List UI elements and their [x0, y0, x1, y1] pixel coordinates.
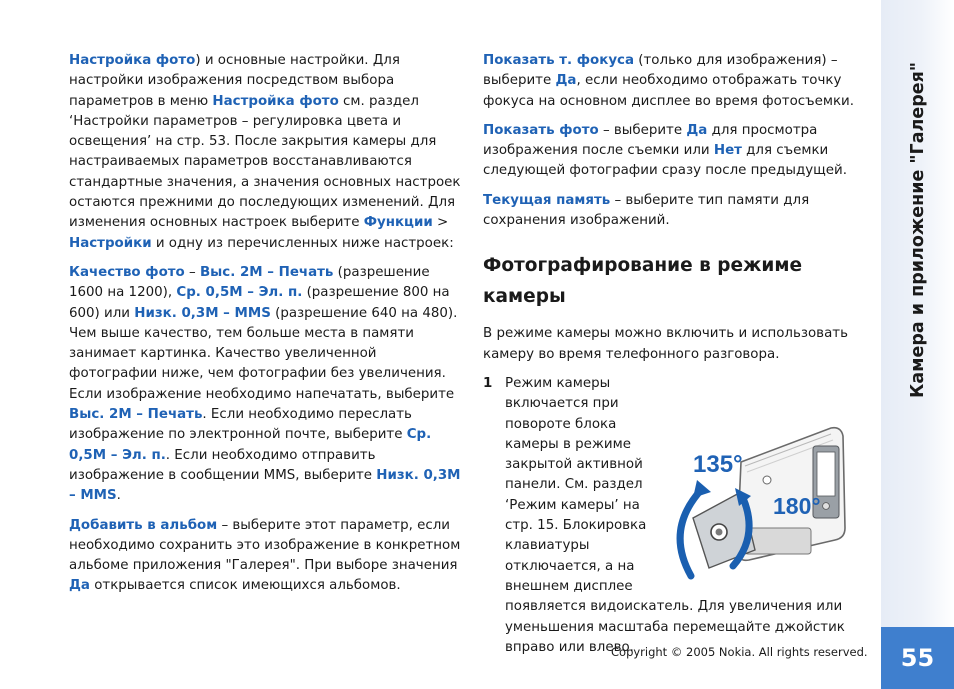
text: (разрешение 800 на 600) или [69, 285, 450, 321]
keyword: Функции [363, 215, 433, 231]
angle-label-180: 180° [773, 492, 821, 519]
paragraph-photo-settings [69, 51, 461, 254]
text: > [432, 215, 449, 231]
text: и одну из перечисленных ниже настроек: [151, 235, 454, 251]
text: (только для изображения) – выберите [483, 53, 838, 89]
keyword: Добавить в альбом [69, 517, 218, 533]
text: для съемки следующей фотографии сразу после предыдущей. [483, 143, 847, 179]
text: ) и основные настройки. Для настройки изображения посредством выбора параметров в меню [69, 53, 400, 109]
keyword: Настройка фото [212, 93, 339, 109]
keyword: Показать т. фокуса [483, 53, 635, 68]
intro-paragraph: В режиме камеры можно включить и использовать камеру во время телефонного разговора. [483, 326, 848, 362]
phone-camera-illustration [663, 410, 883, 580]
paragraph-show-photo [483, 121, 875, 182]
text: – выберите тип памяти для сохранения изображений. [483, 192, 810, 229]
text: (разрешение 640 на 480). Чем выше качество, тем больше места в памяти занимает картинка. Качество увеличенной фотографии ниже, чем фотографии без увеличения. Если изображение необходимо напечатать, выберите [69, 305, 458, 402]
copyright-footer: Copyright © 2005 Nokia. All rights reserved. [611, 645, 868, 659]
right-column [483, 51, 875, 658]
keyword: Показать фото [483, 122, 599, 138]
text: открывается список имеющихся альбомов. [89, 578, 401, 594]
paragraph-add-to-album [69, 516, 461, 597]
chapter-title: Камера и приложение "Галерея" [908, 62, 928, 398]
text: (разрешение 1600 на 1200), [69, 264, 430, 301]
text: . [116, 488, 121, 504]
keyword: Нет [713, 143, 742, 159]
keyword: Выс. 2M – Печать [69, 407, 203, 423]
step-text: Режим камеры включается при повороте блока камеры в режиме закрытой активной панели. См. раздел ‘Режим камеры’ на стр. 15. Блокировка клавиатуры отключается, а на внешнем дисплее появляется видоискатель. Для увеличения или уменьшения масштаба перемещайте джойстик вправо или влево. [505, 375, 845, 655]
keyword: Ср. 0,5M – Эл. п. [69, 427, 432, 463]
angle-label-135: 135° [693, 450, 743, 478]
paragraph-photo-quality [69, 263, 461, 507]
paragraph-focus-point [483, 51, 875, 112]
keyword: Да [69, 578, 90, 594]
keyword: Низк. 0,3M – MMS [134, 305, 271, 321]
keyword: Да [555, 73, 577, 89]
keyword: Качество фото [69, 264, 185, 280]
keyword: Да [686, 122, 708, 138]
paragraph-current-memory [483, 191, 875, 232]
keyword: Ср. 0,5M – Эл. п. [176, 285, 303, 301]
keyword: Текущая память [483, 192, 611, 208]
step-number: 1 [483, 375, 493, 391]
page-number: 55 [881, 627, 954, 689]
text: . Если необходимо отправить изображение в сообщении MMS, выберите [69, 447, 377, 483]
text: см. раздел ‘Настройки параметров – регулировка цвета и освещения’ на стр. 53. После закрытия камеры для настраиваемых параметров восстанавливаются стандартные значения, а значения основных настроек остаются прежними до последующих изменений. Для изменения основных настроек выберите [69, 93, 461, 231]
step-1 [483, 374, 875, 658]
text: для просмотра изображения после съемки или [483, 122, 818, 159]
keyword: Низк. 0,3M – MMS [69, 467, 461, 504]
text: , если необходимо отображать точку фокуса на основном дисплее во время фотосъемки. [483, 73, 854, 109]
text: . Если необходимо переслать изображение по электронной почте, выберите [69, 407, 412, 443]
text: – выберите [598, 122, 687, 138]
text: – выберите этот параметр, если необходимо сохранить это изображение в конкретном альбоме приложения "Галерея". При выборе значения [69, 517, 461, 574]
text: – [184, 264, 200, 280]
keyword: Настройки [69, 235, 152, 251]
left-column [69, 51, 461, 606]
keyword: Выс. 2M – Печать [199, 264, 334, 280]
section-heading: Фотографирование в режиме камеры [483, 255, 803, 308]
keyword: Настройка фото [69, 53, 196, 68]
